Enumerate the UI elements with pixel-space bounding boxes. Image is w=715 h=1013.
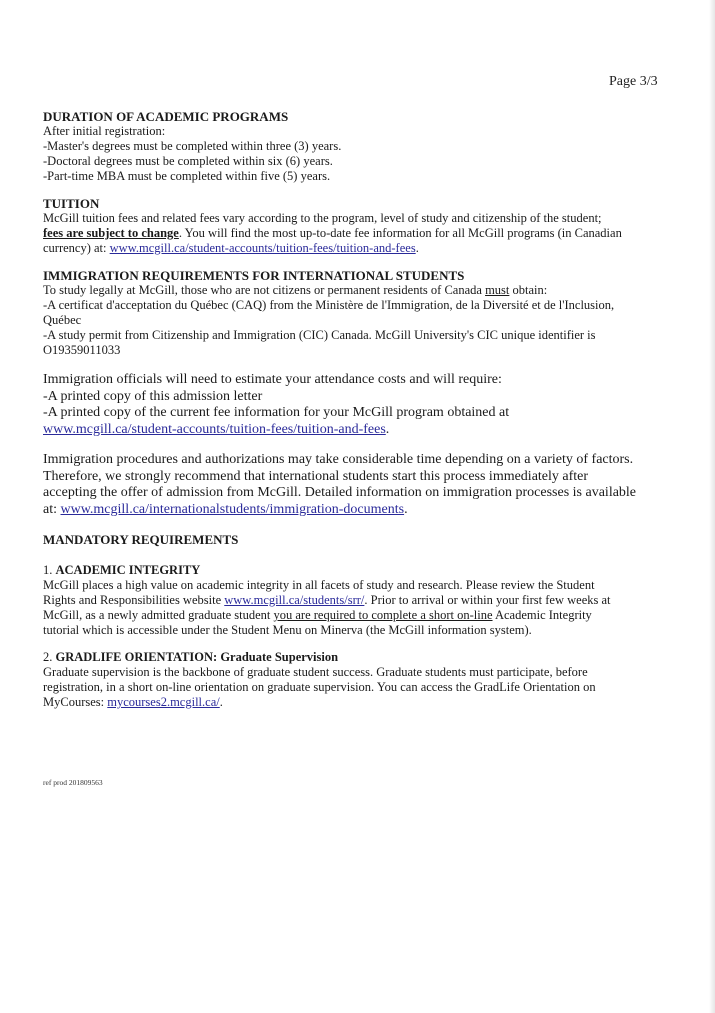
gradlife-text: registration, in a short on-line orientation on graduate supervision. You can access the GradLife Orientation on	[43, 680, 596, 694]
procedures-text: Immigration procedures and authorizations may take considerable time depending on a variety of factors.	[43, 452, 634, 467]
procedures-text: Therefore, we strongly recommend that international students start this process immediately after	[43, 468, 589, 484]
costs-text: Immigration officials will need to estimate your attendance costs and will require:	[43, 372, 502, 387]
duration-line: -Doctoral degrees must be completed within six (6) years.	[43, 154, 333, 168]
costs-text: -A printed copy of the current fee information for your McGill program obtained at	[43, 405, 510, 420]
caq-text: Québec	[43, 313, 82, 327]
gradlife-text: Graduate supervision is the backbone of graduate student success. Graduate students must participate, before	[43, 665, 588, 679]
immigration-documents-link[interactable]: www.mcgill.ca/internationalstudents/immigration-documents	[60, 501, 405, 517]
procedures-text: at: www.mcgill.ca/internationalstudents/immigration-documents.	[43, 501, 408, 517]
immigration-heading: IMMIGRATION REQUIREMENTS FOR INTERNATIONAL STUDENTS	[43, 268, 465, 283]
integrity-text: tutorial which is accessible under the Student Menu on Minerva (the McGill information system).	[43, 623, 532, 637]
mandatory-heading: MANDATORY REQUIREMENTS	[43, 532, 239, 547]
reference-number: ref prod 201809563	[43, 778, 103, 787]
duration-line: -Master's degrees must be completed within three (3) years.	[43, 139, 342, 153]
integrity-text: McGill, as a newly admitted graduate student you are required to complete a short on-line Academic Integrity	[43, 608, 592, 622]
fee-information-link[interactable]: www.mcgill.ca/student-accounts/tuition-fees/tuition-and-fees	[43, 421, 386, 437]
page-number: Page 3/3	[609, 74, 658, 89]
gradlife-text: MyCourses: mycourses2.mcgill.ca/.	[43, 695, 223, 709]
page-edge-shadow	[709, 0, 715, 1013]
integrity-heading: 1. ACADEMIC INTEGRITY	[43, 563, 201, 577]
tuition-text: currency) at: www.mcgill.ca/student-accounts/tuition-fees/tuition-and-fees.	[43, 241, 419, 255]
duration-line: After initial registration:	[43, 124, 166, 138]
procedures-text: accepting the offer of admission from McGill. Detailed information on immigration processes is available	[43, 485, 637, 500]
tuition-heading: TUITION	[43, 196, 100, 211]
costs-text: -A printed copy of this admission letter	[43, 388, 263, 404]
costs-text: www.mcgill.ca/student-accounts/tuition-fees/tuition-and-fees.	[43, 421, 390, 437]
tuition-text: McGill tuition fees and related fees vary according to the program, level of study and citizenship of the student;	[43, 211, 602, 225]
srr-link[interactable]: www.mcgill.ca/students/srr/	[224, 593, 365, 607]
caq-text: -A certificat d'acceptation du Québec (CAQ) from the Ministère de l'Immigration, de la Diversité et de l'Inclusion,	[43, 298, 615, 312]
immigration-intro: To study legally at McGill, those who are not citizens or permanent residents of Canada must obtain:	[43, 283, 548, 297]
duration-line: -Part-time MBA must be completed within five (5) years.	[43, 169, 331, 183]
mycourses-link[interactable]: mycourses2.mcgill.ca/	[107, 695, 220, 709]
integrity-text: McGill places a high value on academic integrity in all facets of study and research. Please review the Student	[43, 578, 595, 592]
gradlife-heading: 2. GRADLIFE ORIENTATION: Graduate Supervision	[43, 650, 339, 664]
duration-heading: DURATION OF ACADEMIC PROGRAMS	[43, 109, 289, 124]
tuition-fees-link[interactable]: www.mcgill.ca/student-accounts/tuition-fees/tuition-and-fees	[109, 241, 416, 255]
integrity-text: Rights and Responsibilities website www.mcgill.ca/students/srr/. Prior to arrival or within your first few weeks at	[43, 593, 611, 607]
study-permit-text: O19359011033	[43, 343, 121, 357]
fees-subject-to-change: fees are subject to change	[43, 226, 179, 240]
study-permit-text: -A study permit from Citizenship and Immigration (CIC) Canada. McGill University's CIC unique identifier is	[43, 328, 596, 342]
document-body	[43, 109, 668, 710]
tuition-text: fees are subject to change. You will find the most up-to-date fee information for all McGill programs (in Canadian	[43, 226, 622, 240]
